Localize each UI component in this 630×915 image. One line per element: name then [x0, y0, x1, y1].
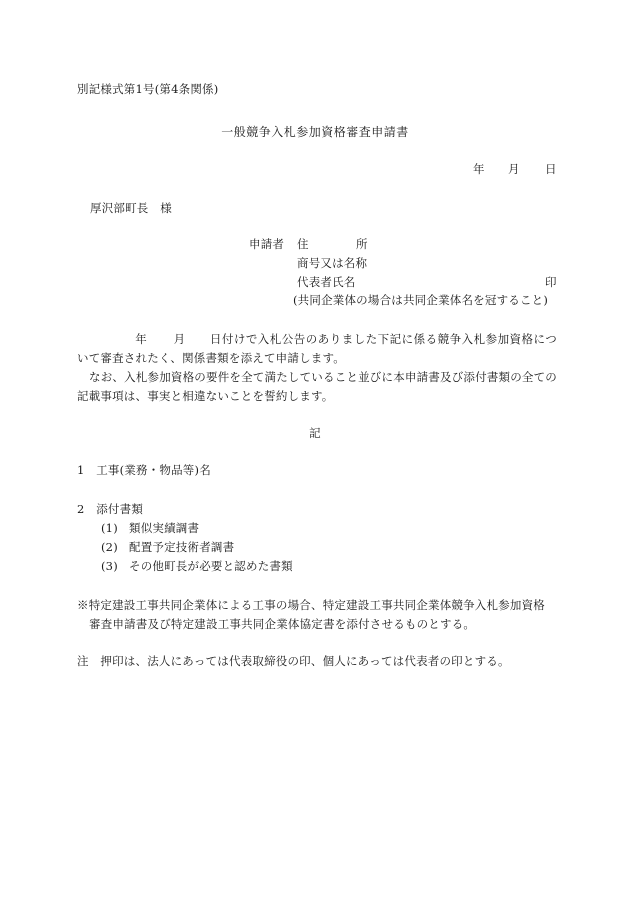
attachment-item [101, 539, 234, 555]
applicant-company-label: 商号又は名称 [297, 256, 368, 270]
date-month-label: 月 [508, 162, 520, 176]
attachment-item [101, 558, 293, 574]
attachment-number: (2) [101, 540, 118, 554]
footnote-line2: 審査申請書及び特定建設工事共同企業体協定書を添付させるものとする。 [89, 617, 476, 631]
joint-venture-note: (共同企業体の場合は共同企業体名を冠すること) [293, 293, 549, 307]
request-year-label: 年 [135, 332, 148, 346]
pledge-paragraph [77, 368, 557, 406]
attachment-text: 配置予定技術者調書 [129, 540, 235, 554]
attachment-text: その他町長が必要と認めた書類 [129, 559, 293, 573]
addressee: 厚沢部町長 様 [90, 201, 172, 215]
seal-footnote: 注 押印は、法人にあっては代表取締役の印、個人にあっては代表者の印とする。 [77, 654, 510, 668]
date-year-label: 年 [473, 162, 485, 176]
seal-mark-label: 印 [545, 275, 557, 289]
document-title: 一般競争入札参加資格審査申請書 [221, 125, 409, 139]
applicant-label: 申請者 [249, 237, 285, 251]
attachment-number: (3) [101, 559, 118, 573]
applicant-address-label-part1: 住 [297, 237, 309, 251]
attachment-text: 類似実績調書 [129, 521, 200, 535]
applicant-address-label-part2: 所 [356, 237, 368, 251]
attachment-number: (1) [101, 521, 118, 535]
form-number-label: 別記様式第1号(第4条関係) [77, 82, 219, 96]
date-day-label: 日 [545, 162, 557, 176]
footnote-line1: ※特定建設工事共同企業体による工事の場合、特定建設工事共同企業体競争入札参加資格 [77, 598, 545, 612]
joint-venture-footnote [77, 596, 562, 634]
pledge-text: なお、入札参加資格の要件を全て満たしていること並びに本申請書及び添付書類の全ての記載事項は、事実と相違ないことを誓約します。 [77, 370, 557, 403]
request-text: 日付けで入札公告のありました下記に係る競争入札参加資格について審査されたく、関係書類を添えて申請します。 [77, 332, 557, 365]
attachment-item [101, 520, 199, 536]
item-attachments: 2 添付書類 [77, 502, 144, 516]
request-month-label: 月 [173, 332, 186, 346]
item-construction-name: 1 工事(業務・物品等)名 [77, 463, 211, 477]
applicant-representative-label: 代表者氏名 [297, 275, 356, 289]
request-paragraph [77, 330, 557, 368]
ki-heading: 記 [309, 426, 321, 440]
